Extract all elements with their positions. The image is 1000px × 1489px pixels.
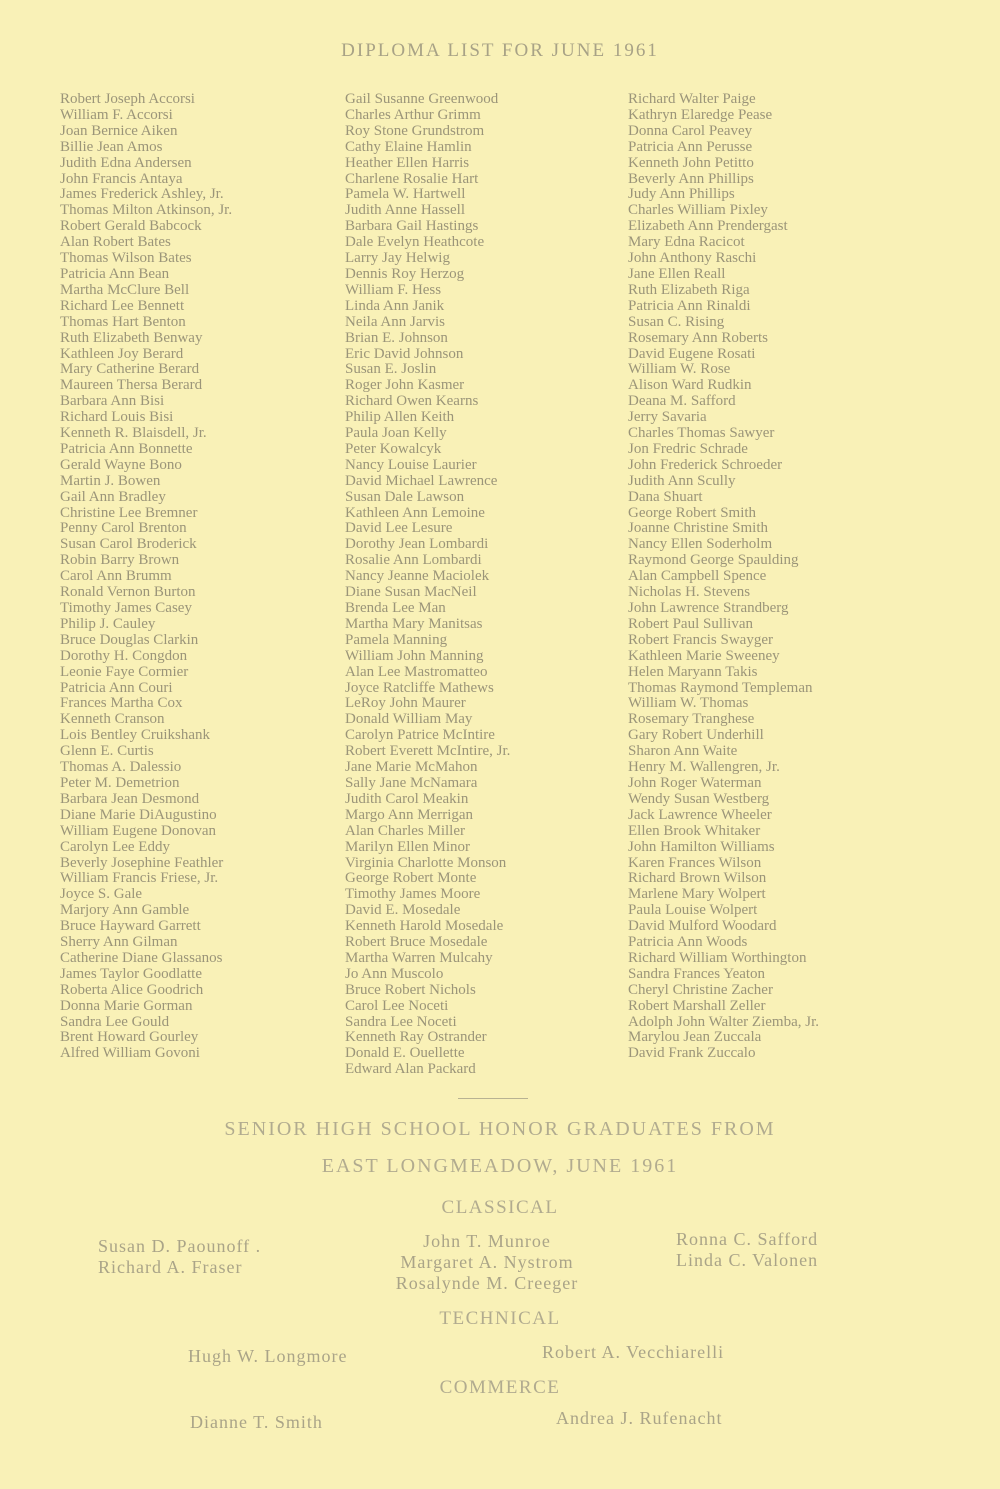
- graduate-name: Robert Bruce Mosedale: [345, 934, 488, 951]
- graduate-name: Donald William May: [345, 711, 473, 728]
- graduate-name: Jack Lawrence Wheeler: [628, 806, 772, 823]
- graduate-name: William Francis Friese, Jr.: [60, 870, 219, 887]
- graduate-name: Edward Alan Packard: [345, 1061, 476, 1078]
- graduate-name: Dale Evelyn Heathcote: [345, 234, 485, 251]
- graduate-name: Thomas Milton Atkinson, Jr.: [60, 202, 233, 219]
- graduate-name: Patricia Ann Bean: [60, 265, 170, 282]
- graduate-name: Gary Robert Underhill: [628, 727, 764, 744]
- graduate-name: Ellen Brook Whitaker: [628, 822, 761, 839]
- graduate-name: Barbara Jean Desmond: [60, 790, 200, 807]
- graduate-name: Judith Carol Meakin: [345, 790, 469, 807]
- graduate-name: Sally Jane McNamara: [345, 774, 478, 791]
- graduate-name: Joan Bernice Aiken: [60, 122, 178, 139]
- graduate-name: Alison Ward Rudkin: [628, 377, 752, 394]
- graduate-name: Margaret A. Nystrom: [400, 1252, 574, 1272]
- graduate-name: Charles Arthur Grimm: [345, 106, 481, 123]
- graduate-name: Richard William Worthington: [628, 949, 807, 966]
- graduate-name: Paula Louise Wolpert: [628, 902, 758, 919]
- graduate-name: Charles William Pixley: [628, 202, 768, 219]
- graduate-name: Carol Lee Noceti: [345, 997, 449, 1014]
- graduate-name: Patricia Ann Couri: [60, 679, 173, 696]
- graduate-name: Beverly Josephine Feathler: [60, 854, 224, 871]
- graduate-name: Philip J. Cauley: [60, 615, 156, 632]
- graduate-name: Glenn E. Curtis: [60, 743, 154, 760]
- graduate-name: Cheryl Christine Zacher: [628, 981, 773, 998]
- graduate-name: Robert Joseph Accorsi: [60, 91, 195, 107]
- graduate-name: Martha Mary Manitsas: [345, 615, 483, 632]
- graduate-name: Kathleen Joy Berard: [60, 345, 184, 362]
- commerce-name-right: Andrea J. Rufenacht: [556, 1408, 723, 1428]
- graduate-name: Bruce Douglas Clarkin: [60, 631, 199, 648]
- honors-heading: SENIOR HIGH SCHOOL HONOR GRADUATES FROM: [224, 1118, 776, 1140]
- graduate-name: John Roger Waterman: [628, 774, 762, 791]
- graduate-name: Susan E. Joslin: [345, 361, 437, 378]
- graduate-name: Ruth Elizabeth Benway: [60, 329, 203, 346]
- graduate-name: Patricia Ann Rinaldi: [628, 297, 751, 314]
- graduate-name: Ruth Elizabeth Riga: [628, 281, 750, 298]
- graduate-name: Helen Maryann Takis: [628, 663, 758, 680]
- graduate-name: Leonie Faye Cormier: [60, 663, 189, 680]
- graduate-name: Nancy Louise Laurier: [345, 456, 477, 473]
- graduate-name: Heather Ellen Harris: [345, 154, 470, 171]
- graduate-name: Alan Charles Miller: [345, 822, 465, 839]
- commerce-name-left: Dianne T. Smith: [190, 1412, 323, 1432]
- graduate-name: Mary Catherine Berard: [60, 361, 200, 378]
- graduate-name: Deana M. Safford: [628, 393, 736, 410]
- graduate-name: Barbara Gail Hastings: [345, 218, 479, 235]
- graduate-name: Richard A. Fraser: [98, 1257, 243, 1277]
- graduate-name: Martin J. Bowen: [60, 472, 161, 489]
- graduate-name: Marilyn Ellen Minor: [345, 838, 470, 855]
- graduate-name: Donna Marie Gorman: [60, 997, 193, 1014]
- graduate-name: Rosemary Ann Roberts: [628, 329, 768, 346]
- graduate-name: Judith Ann Scully: [628, 472, 736, 489]
- graduate-name: Dennis Roy Herzog: [345, 265, 465, 282]
- graduate-name: Richard Walter Paige: [628, 91, 756, 107]
- graduate-name: Timothy James Casey: [60, 600, 192, 616]
- graduate-name: Patricia Ann Perusse: [628, 138, 753, 155]
- graduate-name: Judith Edna Andersen: [60, 154, 192, 171]
- graduate-name: John T. Munroe: [423, 1231, 551, 1251]
- graduate-name: Kathleen Ann Lemoine: [345, 504, 485, 521]
- graduate-name: Carolyn Patrice McIntire: [345, 727, 495, 744]
- name-column-2: [345, 92, 510, 1078]
- graduate-name: Nancy Ellen Soderholm: [628, 536, 773, 553]
- graduate-name: Kathleen Marie Sweeney: [628, 647, 780, 664]
- graduate-name: John Frederick Schroeder: [628, 456, 783, 473]
- graduate-name: Maureen Thersa Berard: [60, 377, 203, 394]
- graduate-name: Roy Stone Grundstrom: [345, 122, 485, 139]
- graduate-name: Sandra Lee Noceti: [345, 1013, 457, 1030]
- graduate-name: Robert Everett McIntire, Jr.: [345, 743, 511, 760]
- graduate-name: John Hamilton Williams: [628, 838, 775, 855]
- graduate-name: Alan Campbell Spence: [628, 568, 767, 585]
- graduate-name: Ronna C. Safford: [676, 1229, 819, 1249]
- graduate-name: Rosalynde M. Creeger: [395, 1273, 579, 1293]
- graduate-name: Nicholas H. Stevens: [628, 584, 751, 601]
- graduate-name: Peter M. Demetrion: [60, 774, 180, 791]
- graduate-name: David E. Mosedale: [345, 902, 461, 919]
- graduate-name: James Taylor Goodlatte: [60, 965, 202, 982]
- graduate-name: Beverly Ann Phillips: [628, 170, 754, 187]
- technical-name-right: Robert A. Vecchiarelli: [542, 1342, 725, 1362]
- graduate-name: Diane Marie DiAugustino: [60, 806, 217, 823]
- graduate-name: Thomas A. Dalessio: [60, 759, 182, 776]
- graduate-name: Jon Fredric Schrade: [628, 440, 748, 457]
- graduate-name: Catherine Diane Glassanos: [60, 949, 223, 966]
- graduate-name: Timothy James Moore: [345, 886, 481, 903]
- graduate-name: Sharon Ann Waite: [628, 743, 738, 760]
- graduate-name: Gail Susanne Greenwood: [345, 91, 499, 107]
- graduate-name: Carol Ann Brumm: [60, 568, 172, 585]
- graduate-name: Dana Shuart: [628, 488, 703, 505]
- graduate-name: Susan D. Paounoff .: [98, 1236, 262, 1256]
- graduate-name: Kenneth Cranson: [60, 711, 165, 728]
- graduate-name: Margo Ann Merrigan: [345, 806, 474, 823]
- graduate-name: William W. Thomas: [628, 695, 749, 712]
- graduate-name: Marylou Jean Zuccala: [628, 1029, 762, 1046]
- graduate-name: Judith Anne Hassell: [345, 202, 465, 219]
- graduate-name: Philip Allen Keith: [345, 409, 455, 426]
- graduate-name: Sandra Frances Yeaton: [628, 965, 766, 982]
- graduate-name: Paula Joan Kelly: [345, 425, 447, 442]
- graduate-name: David Frank Zuccalo: [628, 1045, 756, 1062]
- graduate-name: Susan Dale Lawson: [345, 488, 465, 505]
- graduate-name: Alan Robert Bates: [60, 234, 171, 251]
- graduate-name: Richard Owen Kearns: [345, 393, 479, 410]
- graduate-name: Bruce Hayward Garrett: [60, 918, 201, 935]
- graduate-name: Gerald Wayne Bono: [60, 456, 182, 473]
- name-column-3: [628, 92, 819, 1062]
- graduate-name: Bruce Robert Nichols: [345, 981, 476, 998]
- graduate-name: Marjory Ann Gamble: [60, 902, 190, 919]
- graduate-name: John Anthony Raschi: [628, 250, 757, 267]
- honors-subheading: EAST LONGMEADOW, JUNE 1961: [321, 1155, 679, 1177]
- graduate-name: Cathy Elaine Hamlin: [345, 138, 472, 155]
- graduate-name: Donna Carol Peavey: [628, 122, 753, 139]
- graduate-name: Karen Frances Wilson: [628, 854, 762, 871]
- graduate-name: Marlene Mary Wolpert: [628, 886, 766, 903]
- graduate-name: Carolyn Lee Eddy: [60, 838, 170, 855]
- graduate-name: Larry Jay Helwig: [345, 250, 450, 267]
- graduate-name: Pamela W. Hartwell: [345, 186, 466, 203]
- graduate-name: Nancy Jeanne Maciolek: [345, 568, 490, 585]
- classical-center-names: [362, 1231, 612, 1294]
- graduate-name: Roger John Kasmer: [345, 377, 465, 394]
- graduate-name: Martha Warren Mulcahy: [345, 949, 493, 966]
- graduate-name: Linda C. Valonen: [676, 1250, 819, 1270]
- graduate-name: Martha McClure Bell: [60, 281, 190, 298]
- section-divider: [458, 1098, 528, 1099]
- graduate-name: Richard Louis Bisi: [60, 409, 174, 426]
- graduate-name: Kenneth Ray Ostrander: [345, 1029, 487, 1046]
- graduate-name: Jane Marie McMahon: [345, 759, 478, 776]
- graduate-name: Elizabeth Ann Prendergast: [628, 218, 788, 235]
- graduate-name: Brian E. Johnson: [345, 329, 448, 346]
- graduate-name: Virginia Charlotte Monson: [345, 854, 507, 871]
- graduate-name: Charlene Rosalie Hart: [345, 170, 479, 187]
- graduate-name: David Mulford Woodard: [628, 918, 777, 935]
- graduate-name: David Michael Lawrence: [345, 472, 498, 489]
- graduate-name: Susan Carol Broderick: [60, 536, 197, 553]
- graduate-name: Eric David Johnson: [345, 345, 464, 362]
- graduate-name: Robert Marshall Zeller: [628, 997, 766, 1014]
- graduate-name: William F. Hess: [345, 281, 442, 298]
- graduate-name: Sandra Lee Gould: [60, 1013, 170, 1030]
- graduate-name: Billie Jean Amos: [60, 138, 163, 155]
- graduate-name: Kenneth R. Blaisdell, Jr.: [60, 425, 207, 442]
- graduate-name: Roberta Alice Goodrich: [60, 981, 204, 998]
- graduate-name: Brenda Lee Man: [345, 600, 446, 616]
- graduate-name: David Eugene Rosati: [628, 345, 756, 362]
- graduate-name: Charles Thomas Sawyer: [628, 425, 775, 442]
- graduate-name: Robert Francis Swayger: [628, 631, 773, 648]
- graduate-name: Dorothy H. Congdon: [60, 647, 188, 664]
- graduate-name: Barbara Ann Bisi: [60, 393, 165, 410]
- graduate-name: Sherry Ann Gilman: [60, 934, 178, 951]
- graduate-name: Henry M. Wallengren, Jr.: [628, 759, 780, 776]
- graduate-name: Frances Martha Cox: [60, 695, 183, 712]
- graduate-name: Richard Brown Wilson: [628, 870, 767, 887]
- graduate-name: William Eugene Donovan: [60, 822, 217, 839]
- graduate-name: Patricia Ann Bonnette: [60, 440, 193, 457]
- graduate-name: Gail Ann Bradley: [60, 488, 166, 505]
- graduate-name: Alfred William Govoni: [60, 1045, 200, 1062]
- graduate-name: Neila Ann Jarvis: [345, 313, 445, 330]
- graduate-name: Mary Edna Racicot: [628, 234, 745, 251]
- graduate-name: Raymond George Spaulding: [628, 552, 799, 569]
- graduate-name: Robin Barry Brown: [60, 552, 180, 569]
- graduate-name: Dorothy Jean Lombardi: [345, 536, 489, 553]
- graduate-name: Adolph John Walter Ziemba, Jr.: [628, 1013, 819, 1030]
- name-column-1: [60, 92, 232, 1062]
- graduate-name: Judy Ann Phillips: [628, 186, 735, 203]
- graduate-name: Robert Gerald Babcock: [60, 218, 202, 235]
- graduate-name: Kenneth John Petitto: [628, 154, 754, 171]
- classical-heading: CLASSICAL: [441, 1197, 559, 1218]
- graduate-name: Joanne Christine Smith: [628, 520, 768, 537]
- graduate-name: John Francis Antaya: [60, 170, 183, 187]
- classical-left-names: [98, 1236, 261, 1278]
- graduate-name: Linda Ann Janik: [345, 297, 445, 314]
- graduate-name: Patricia Ann Woods: [628, 934, 748, 951]
- graduate-name: Thomas Raymond Templeman: [628, 679, 813, 696]
- graduate-name: Jo Ann Muscolo: [345, 965, 444, 982]
- graduate-name: Christine Lee Bremner: [60, 504, 198, 521]
- graduate-name: James Frederick Ashley, Jr.: [60, 186, 224, 203]
- graduate-name: Brent Howard Gourley: [60, 1029, 199, 1046]
- graduate-name: William F. Accorsi: [60, 106, 173, 123]
- technical-heading: TECHNICAL: [439, 1308, 561, 1329]
- graduate-name: Joyce S. Gale: [60, 886, 143, 903]
- graduate-name: Rosalie Ann Lombardi: [345, 552, 482, 569]
- graduate-name: Wendy Susan Westberg: [628, 790, 770, 807]
- graduate-name: Peter Kowalcyk: [345, 440, 442, 457]
- graduate-name: William W. Rose: [628, 361, 731, 378]
- graduate-name: Susan C. Rising: [628, 313, 725, 330]
- graduate-name: Ronald Vernon Burton: [60, 584, 196, 601]
- graduate-name: Richard Lee Bennett: [60, 297, 185, 314]
- graduate-name: Thomas Hart Benton: [60, 313, 186, 330]
- commerce-heading: COMMERCE: [439, 1377, 561, 1398]
- graduate-name: LeRoy John Maurer: [345, 695, 466, 712]
- graduate-name: Jane Ellen Reall: [628, 265, 726, 282]
- graduate-name: Donald E. Ouellette: [345, 1045, 465, 1062]
- graduate-name: John Lawrence Strandberg: [628, 600, 789, 616]
- graduate-name: Kenneth Harold Mosedale: [345, 918, 504, 935]
- page-title: DIPLOMA LIST FOR JUNE 1961: [341, 40, 659, 61]
- graduate-name: William John Manning: [345, 647, 484, 664]
- graduate-name: George Robert Smith: [628, 504, 757, 521]
- graduate-name: Rosemary Tranghese: [628, 711, 755, 728]
- graduate-name: Diane Susan MacNeil: [345, 584, 477, 601]
- graduate-name: Jerry Savaria: [628, 409, 707, 426]
- graduate-name: Lois Bentley Cruikshank: [60, 727, 210, 744]
- graduate-name: Robert Paul Sullivan: [628, 615, 753, 632]
- graduate-name: David Lee Lesure: [345, 520, 453, 537]
- classical-right-names: [676, 1229, 818, 1271]
- technical-name-left: Hugh W. Longmore: [188, 1346, 348, 1366]
- graduate-name: George Robert Monte: [345, 870, 477, 887]
- graduate-name: Thomas Wilson Bates: [60, 250, 192, 267]
- graduate-name: Pamela Manning: [345, 631, 448, 648]
- graduate-name: Kathryn Elaredge Pease: [628, 106, 773, 123]
- graduate-name: Penny Carol Brenton: [60, 520, 187, 537]
- graduate-name: Joyce Ratcliffe Mathews: [345, 679, 494, 696]
- graduate-name: Alan Lee Mastromatteo: [345, 663, 488, 680]
